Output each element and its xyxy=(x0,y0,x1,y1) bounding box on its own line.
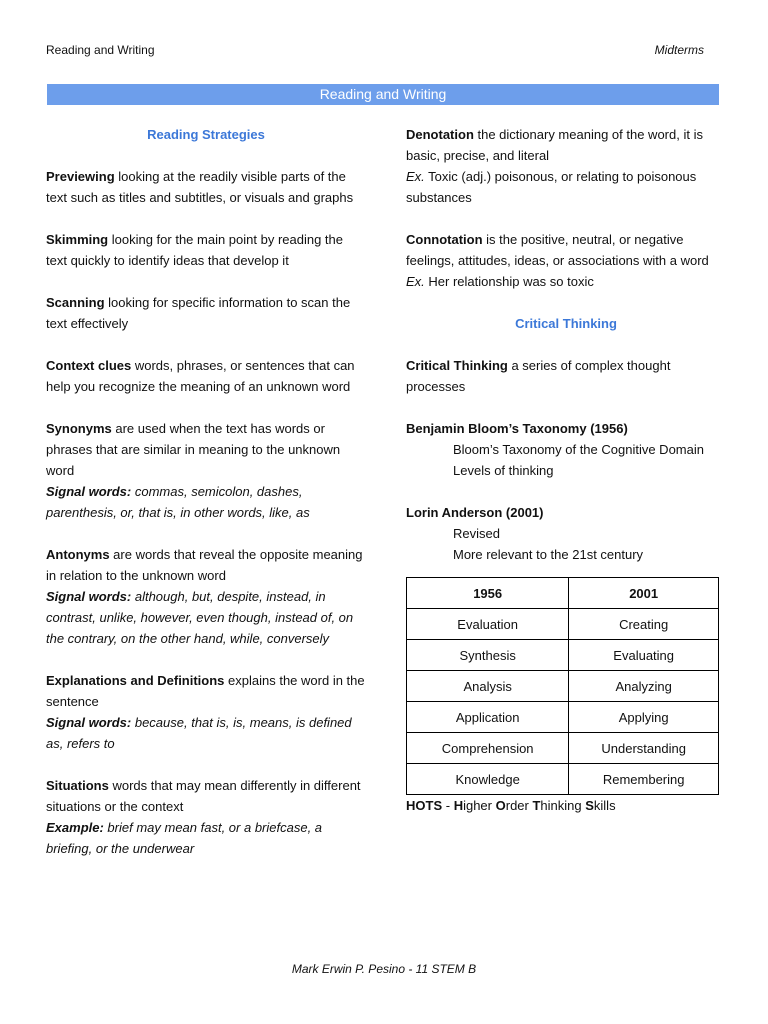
hots-o: O xyxy=(495,798,506,813)
term: Antonyms xyxy=(46,547,110,562)
definition: the dictionary meaning of the word, it is basic, precise, and literal xyxy=(406,127,703,163)
term: Scanning xyxy=(46,295,105,310)
definition: words that may mean differently in different situations or the context xyxy=(46,778,361,814)
hots-o-rest: rder xyxy=(505,798,533,813)
hots-s-rest: kills xyxy=(593,798,616,813)
term: Critical Thinking xyxy=(406,358,508,373)
table-row xyxy=(407,609,719,640)
anderson-line-1: Revised xyxy=(453,526,500,541)
definition: looking for the main point by reading the text quickly to identify ideas that develop it xyxy=(46,232,343,268)
definition: a series of complex thought processes xyxy=(406,358,671,394)
signal-label: Signal words: xyxy=(46,589,132,604)
table-row xyxy=(407,764,719,795)
antonyms-entry xyxy=(46,544,366,649)
header-term: Midterms xyxy=(654,43,704,57)
definition: words, phrases, or sentences that can help you recognize the meaning of an unknown word xyxy=(46,358,355,394)
previewing-entry xyxy=(46,166,366,208)
hots-h: H xyxy=(453,798,464,813)
table-row xyxy=(407,671,719,702)
hots-entry xyxy=(406,795,726,816)
cell-1956: Application xyxy=(407,702,569,733)
left-column xyxy=(46,124,366,880)
connotation-entry xyxy=(406,229,726,292)
term: Denotation xyxy=(406,127,474,142)
right-column xyxy=(406,124,726,837)
header-1956: 1956 xyxy=(407,578,569,609)
definition: looking for specific information to scan the text effectively xyxy=(46,295,351,331)
signal-words: although, but, despite, instead, in contrast, unlike, however, even though, instead of, on the contrary, on the other hand, while, conversely xyxy=(46,589,354,646)
footer-author: Mark Erwin P. Pesino - 11 STEM B xyxy=(291,962,477,976)
term: Previewing xyxy=(46,169,115,184)
term: Situations xyxy=(46,778,109,793)
anderson-entry xyxy=(406,502,726,565)
signal-words: because, that is, is, means, is defined as, refers to xyxy=(46,715,352,751)
hots-h-rest: igher xyxy=(463,798,496,813)
title-banner: Reading and Writing xyxy=(47,84,719,105)
cell-1956: Evaluation xyxy=(407,609,569,640)
cell-2001: Remembering xyxy=(569,764,719,795)
definition: are words that reveal the opposite meaning in relation to the unknown word xyxy=(46,547,363,583)
cell-1956: Synthesis xyxy=(407,640,569,671)
bloom-entry xyxy=(406,418,726,481)
table-header-row xyxy=(407,578,719,609)
explanations-entry xyxy=(46,670,366,754)
cell-1956: Knowledge xyxy=(407,764,569,795)
hots-term: HOTS xyxy=(406,798,443,813)
example-text: brief may mean fast, or a briefcase, a briefing, or the underwear xyxy=(46,820,323,856)
example-text: Toxic (adj.) poisonous, or relating to poisonous substances xyxy=(406,169,697,205)
term: Synonyms xyxy=(46,421,112,436)
anderson-heading: Lorin Anderson (2001) xyxy=(406,505,544,520)
taxonomy-table xyxy=(406,577,719,795)
bloom-line-1: Bloom’s Taxonomy of the Cognitive Domain xyxy=(453,442,704,457)
denotation-entry xyxy=(406,124,726,208)
critical-thinking-entry xyxy=(406,355,726,397)
signal-words: commas, semicolon, dashes, parenthesis, or, that is, in other words, like, as xyxy=(46,484,310,520)
example-label: Ex. xyxy=(406,169,425,184)
term: Explanations and Definitions xyxy=(46,673,225,688)
hots-s: S xyxy=(585,798,594,813)
cell-2001: Creating xyxy=(569,609,719,640)
example-label: Ex. xyxy=(406,274,425,289)
anderson-line-2: More relevant to the 21st century xyxy=(453,547,644,562)
signal-label: Signal words: xyxy=(46,715,132,730)
hots-t-rest: hinking xyxy=(540,798,586,813)
hots-t: T xyxy=(532,798,541,813)
table-row xyxy=(407,733,719,764)
table-row xyxy=(407,702,719,733)
cell-1956: Analysis xyxy=(407,671,569,702)
cell-2001: Analyzing xyxy=(569,671,719,702)
context-clues-entry xyxy=(46,355,366,397)
cell-1956: Comprehension xyxy=(407,733,569,764)
example-label: Example: xyxy=(46,820,104,835)
skimming-entry xyxy=(46,229,366,271)
section-title-reading-strategies: Reading Strategies xyxy=(147,127,265,142)
bloom-line-2: Levels of thinking xyxy=(453,463,554,478)
definition: explains the word in the sentence xyxy=(46,673,365,709)
term: Context clues xyxy=(46,358,132,373)
header-2001: 2001 xyxy=(569,578,719,609)
section-title-critical-thinking: Critical Thinking xyxy=(515,316,617,331)
definition: is the positive, neutral, or negative feelings, attitudes, ideas, or associations with a word xyxy=(406,232,709,268)
cell-2001: Understanding xyxy=(569,733,719,764)
signal-label: Signal words: xyxy=(46,484,132,499)
definition: are used when the text has words or phrases that are similar in meaning to the unknown word xyxy=(46,421,341,478)
hots-sep: - xyxy=(442,798,454,813)
header-subject: Reading and Writing xyxy=(46,43,155,57)
term: Connotation xyxy=(406,232,483,247)
definition: looking at the readily visible parts of the text such as titles and subtitles, or visuals and graphs xyxy=(46,169,354,205)
cell-2001: Evaluating xyxy=(569,640,719,671)
cell-2001: Applying xyxy=(569,702,719,733)
term: Skimming xyxy=(46,232,109,247)
table-row xyxy=(407,640,719,671)
synonyms-entry xyxy=(46,418,366,523)
scanning-entry xyxy=(46,292,366,334)
example-text: Her relationship was so toxic xyxy=(424,274,594,289)
bloom-heading: Benjamin Bloom’s Taxonomy (1956) xyxy=(406,421,628,436)
situations-entry xyxy=(46,775,366,859)
